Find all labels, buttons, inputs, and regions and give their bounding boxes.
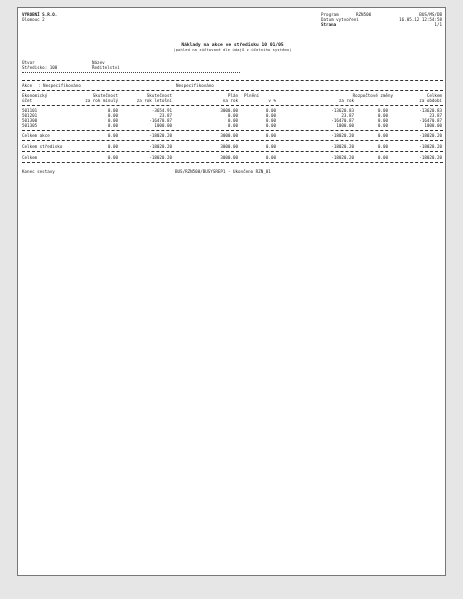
report-title: Náklady na akce ve středisku 10 01/05 [181, 43, 284, 48]
sum-this-year: -18020.20 [149, 155, 172, 160]
sum-percent: 0.00 [377, 133, 388, 138]
akce-rule-bottom [22, 90, 443, 91]
cell-this-year: 1000.00 [154, 123, 172, 128]
sum-total: -18020.20 [419, 155, 442, 160]
cell-account: 501101 [22, 108, 38, 113]
cell-total: 1000.00 [424, 123, 442, 128]
cell-budget-change: -13620.83 [331, 108, 354, 113]
report-path: BUS/RZN500/BUSYSREP1 - Ukončeno RZN_01 [175, 169, 271, 174]
page-value: 1/1 [434, 22, 442, 27]
program-value: RZN500 [356, 12, 372, 17]
cell-budget-change: 23.87 [341, 113, 354, 118]
akce-desc: Nespecifikováno [176, 83, 214, 88]
cell-this-year: 23.87 [159, 113, 172, 118]
org-separator [22, 72, 240, 73]
header-c1b: účet [22, 98, 33, 103]
company-location: Olomouc 2 [22, 17, 45, 22]
program-label: Program [321, 12, 339, 17]
cell-prev-year: 0.00 [107, 108, 118, 113]
header-c8a: Celkem [426, 93, 442, 98]
sum-this-year: -18020.20 [149, 144, 172, 149]
cell-plan: 0.00 [227, 123, 238, 128]
cell-percent: 0.00 [377, 123, 388, 128]
sum-akce-rule-bottom [22, 140, 443, 141]
cell-prev-year: 0.00 [107, 118, 118, 123]
sum-prev-year: 0.00 [107, 133, 118, 138]
sum-fulfilment: 0.00 [265, 133, 276, 138]
org-col2-label: Název [92, 60, 105, 65]
cell-budget-change: -16470.87 [331, 118, 354, 123]
sum-label: Celkem [22, 155, 38, 160]
sum-label: Celkem akce [22, 133, 50, 138]
header-c6b: za rok [338, 98, 354, 103]
cell-prev-year: 0.00 [107, 113, 118, 118]
cell-fulfilment: 0.00 [265, 123, 276, 128]
company-name: VÝROBNÍ S.R.O. [22, 12, 58, 17]
cell-fulfilment: 0.00 [265, 108, 276, 113]
cell-total: -13620.83 [419, 108, 442, 113]
akce-rule-top [22, 80, 443, 81]
sum-budget-change: -18020.20 [331, 133, 354, 138]
header-c4a: Plán [227, 93, 238, 98]
sum-plan: 3000.00 [220, 155, 238, 160]
header-c3b: za rok letošní [136, 98, 172, 103]
cell-account: 501201 [22, 113, 38, 118]
date-value: 16.05.12 12:54:58 [399, 17, 442, 22]
table-row [18, 123, 447, 128]
cell-fulfilment: 0.00 [265, 113, 276, 118]
cell-account: 501305 [22, 123, 38, 128]
sum-total: -18020.20 [419, 144, 442, 149]
sum-prev-year: 0.00 [107, 155, 118, 160]
sum-akce-row [18, 133, 447, 138]
header-c5b: v % [268, 98, 276, 103]
header-c4b: na rok [222, 98, 238, 103]
cell-this-year: -16470.87 [149, 118, 172, 123]
sum-percent: 0.00 [377, 144, 388, 149]
table-header-rule [22, 105, 443, 106]
sum-label: Celkem středisko [22, 144, 63, 149]
org-col1-label: Útvar [22, 60, 35, 65]
header-c3a: Skutečnost [146, 93, 172, 98]
cell-fulfilment: 0.00 [265, 118, 276, 123]
sum-plan: 3000.00 [220, 144, 238, 149]
page-label: Strana [321, 22, 337, 27]
sum-akce-rule-top [22, 130, 443, 131]
cell-plan: 0.00 [227, 118, 238, 123]
cell-total: 23.87 [429, 113, 442, 118]
cell-total: -16470.87 [419, 118, 442, 123]
center-label: Středisko: 100 [22, 65, 58, 70]
date-label: Datum vytvoření [321, 17, 359, 22]
sum-plan: 3000.00 [220, 133, 238, 138]
header-c2a: Skutečnost [92, 93, 118, 98]
cell-prev-year: 0.00 [107, 123, 118, 128]
report-subtitle: (pohled na zúčtované dle údajů z účetního systému) [173, 48, 292, 52]
sum-budget-change: -18020.20 [331, 144, 354, 149]
cell-plan: 0.00 [227, 113, 238, 118]
sum-center-rule [22, 151, 443, 152]
sum-budget-change: -18020.20 [331, 155, 354, 160]
akce-value: : Nespecifikováno [38, 83, 81, 88]
header-c5a: Plnění [244, 93, 260, 98]
header-c2b: za rok minulý [85, 98, 118, 103]
cell-percent: 0.00 [377, 118, 388, 123]
sum-percent: 0.00 [377, 155, 388, 160]
cell-plan: 3000.00 [220, 108, 238, 113]
cell-account: 501300 [22, 118, 38, 123]
sum-fulfilment: 0.00 [265, 155, 276, 160]
cell-percent: 0.00 [377, 113, 388, 118]
header-c6a: Rozpočtové změny [352, 93, 393, 98]
header-c8b: za období [419, 98, 442, 103]
sum-fulfilment: 0.00 [265, 144, 276, 149]
sum-total: -18020.20 [419, 133, 442, 138]
center-name: Ředitelství [92, 65, 120, 70]
sum-this-year: -18020.20 [149, 133, 172, 138]
sum-center-row [18, 144, 447, 149]
cell-this-year: -3654.91 [151, 108, 172, 113]
sum-prev-year: 0.00 [107, 144, 118, 149]
end-of-report-label: Konec sestavy [22, 169, 55, 174]
program-code: BUS/MS/DB [419, 12, 442, 17]
sum-total-rule [22, 162, 443, 163]
table-header-row-2 [18, 98, 447, 103]
cell-percent: 0.00 [377, 108, 388, 113]
report-page [17, 7, 446, 576]
akce-label: Akce [22, 83, 33, 88]
header-c1a: Ekonomický [22, 93, 48, 98]
cell-budget-change: 1000.00 [336, 123, 354, 128]
sum-total-row [18, 155, 447, 160]
